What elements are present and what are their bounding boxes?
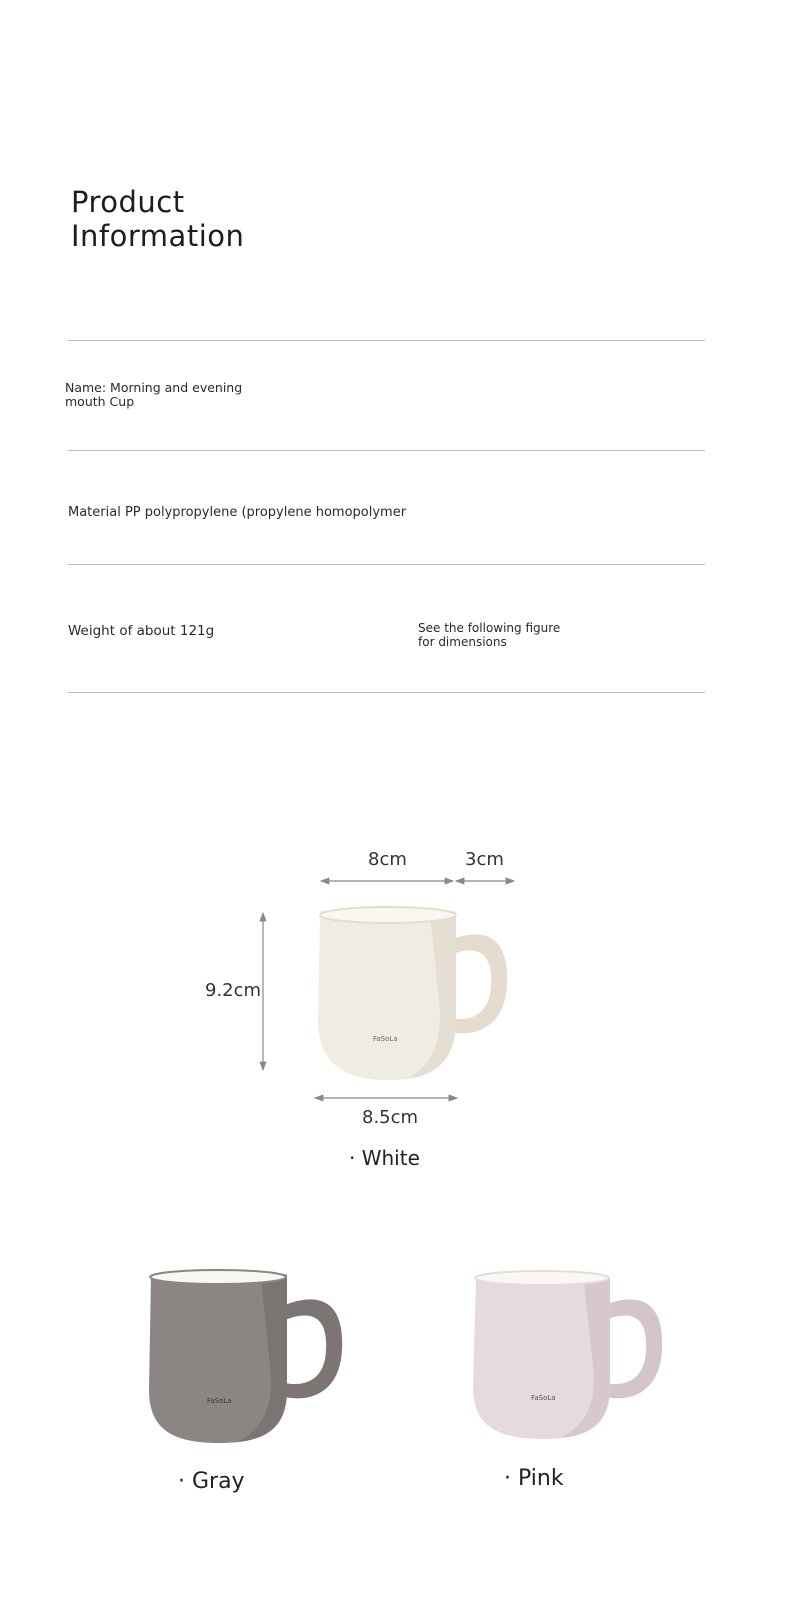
gray-mug-rim [150, 1270, 286, 1284]
gray-mug-logo: FaSoLa [207, 1397, 232, 1405]
page-title-line2: Information [71, 219, 245, 253]
pink-mug-logo: FaSoLa [531, 1394, 556, 1402]
pink-mug-image [470, 1265, 670, 1445]
divider [68, 564, 705, 565]
page-title-line1: Product [71, 185, 185, 219]
width-top-label: 8cm [368, 849, 407, 870]
gray-mug-handle [285, 1299, 342, 1398]
gray-variant-label: · Gray [178, 1469, 245, 1494]
name-field [65, 381, 242, 409]
divider [68, 692, 705, 693]
dimensions-note [418, 621, 560, 649]
dimensions-note-line2: for dimensions [418, 635, 507, 649]
dimensions-note-line1: See the following figure [418, 621, 561, 635]
pink-mug-handle [605, 1299, 662, 1398]
pink-mug-rim [475, 1271, 609, 1285]
divider [68, 340, 705, 341]
weight-field: Weight of about 121g [68, 623, 215, 639]
divider [68, 450, 705, 451]
name-field-line2: mouth Cup [65, 394, 135, 409]
width-bottom-label: 8.5cm [362, 1107, 419, 1128]
white-variant-label: · White [349, 1146, 420, 1170]
white-mug-logo: FaSoLa [373, 1035, 398, 1043]
gray-mug-image [145, 1265, 345, 1445]
white-mug-rim [320, 907, 456, 923]
white-mug-handle [450, 934, 507, 1033]
pink-variant-label: · Pink [504, 1466, 564, 1491]
height-label: 9.2cm [205, 980, 262, 1001]
page-title [71, 185, 244, 253]
white-mug-image [310, 900, 510, 1080]
handle-width-label: 3cm [465, 849, 504, 870]
name-field-line1: Name: Morning and evening [65, 380, 243, 395]
material-field: Material PP polypropylene (propylene homopolymer [68, 505, 407, 520]
